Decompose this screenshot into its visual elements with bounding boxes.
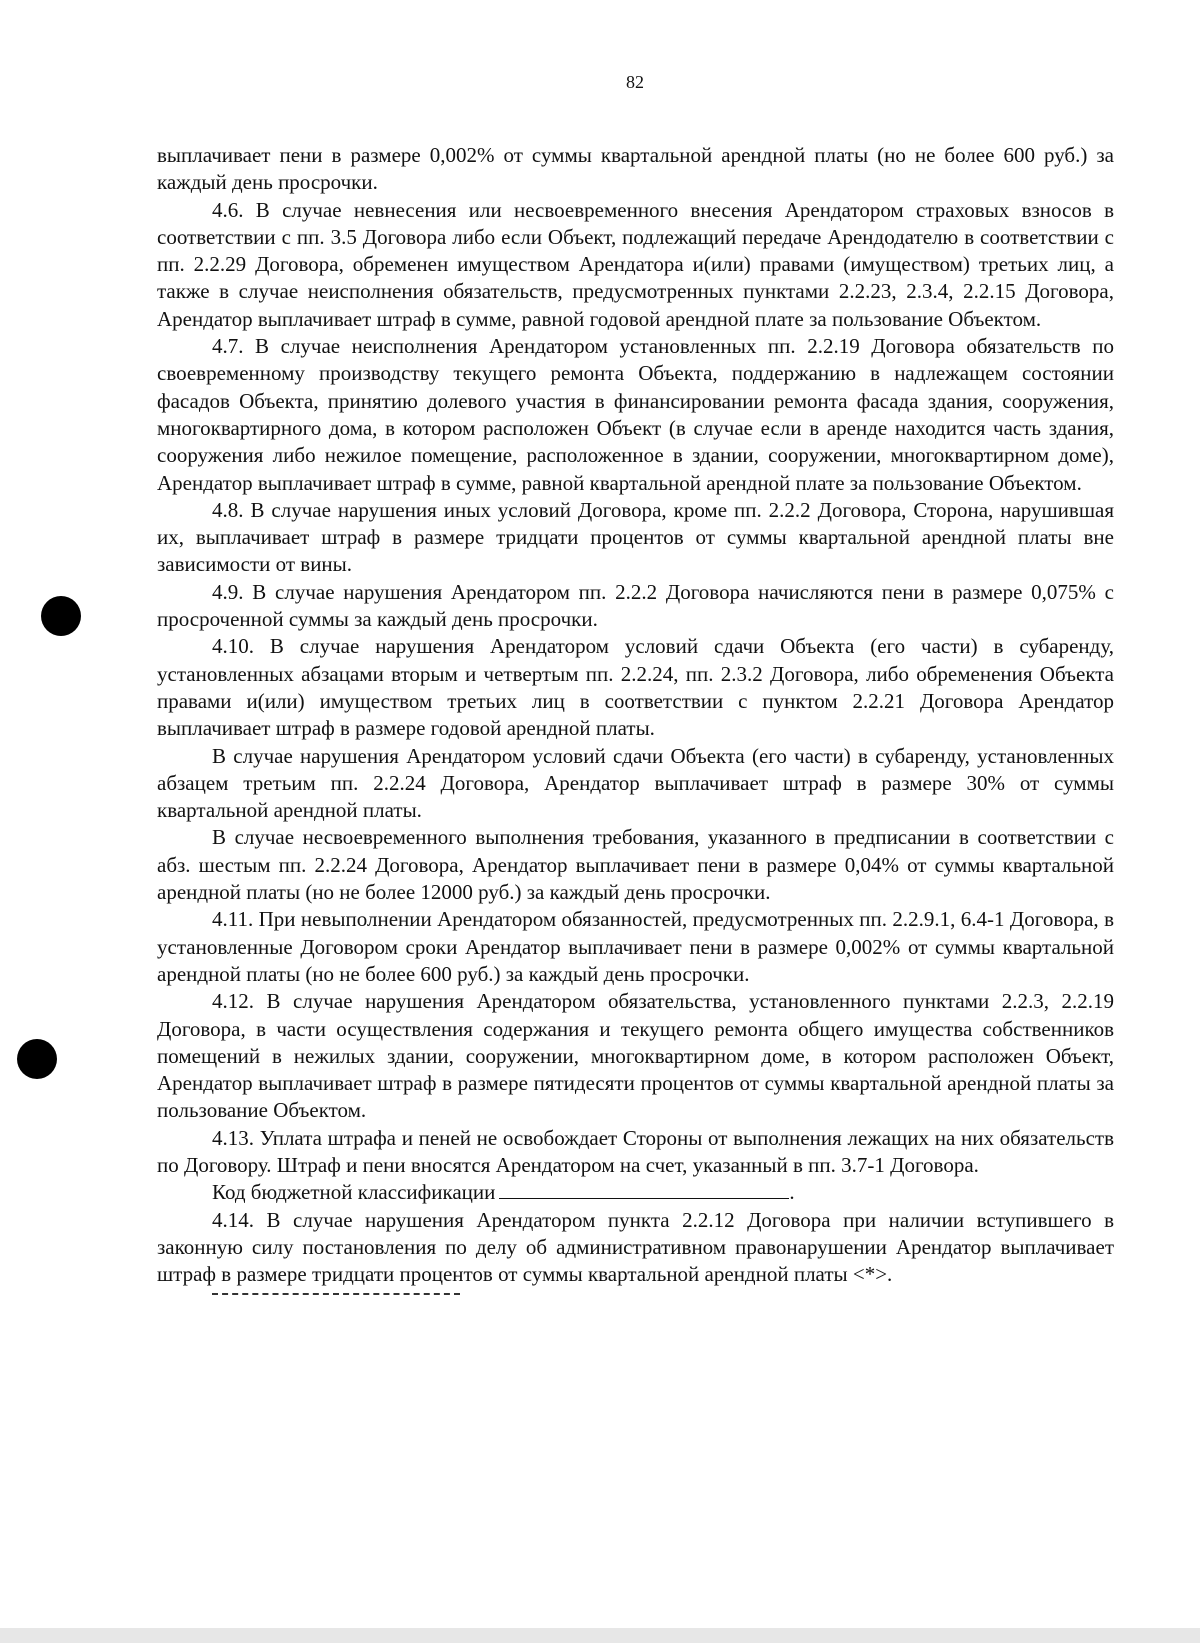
- kbk-line: [157, 1179, 1114, 1206]
- scan-bottom-edge: [0, 1628, 1200, 1643]
- footnote-separator: [212, 1293, 460, 1295]
- paragraph-4-10-subrent: В случае нарушения Арендатором условий сдачи Объекта (его части) в субаренду, установленных абзацем третьим пп. 2.2.24 Договора, Арендатор выплачивает штраф в размере 30% от суммы квартальной арендной платы.: [157, 743, 1114, 823]
- kbk-end: .: [789, 1180, 795, 1205]
- paragraph-4-6: 4.6. В случае невнесения или несвоевременного внесения Арендатором страховых взносов в соответствии с пп. 3.5 Договора либо если Объект, подлежащий передаче Арендодателю в соответствии с пп. 2.2.29 Договора, обременен имуществом Арендатора и(или) правами (имуществом) третьих лиц, а также в случае неисполнения обязательств, предусмотренных пунктами 2.2.23, 2.3.4, 2.2.15 Договора, Арендатор выплачивает штраф в сумме, равной годовой арендной плате за пользование Объектом.: [157, 197, 1114, 331]
- document-body: [157, 142, 1114, 1295]
- paragraph-4-12: 4.12. В случае нарушения Арендатором обязательства, установленного пунктами 2.2.3, 2.2.19 Договора, в части осуществления содержания и текущего ремонта общего имущества собственников помещений в нежилых здании, сооружении, многоквартирном доме, в котором расположен Объект, Арендатор выплачивает штраф в размере пятидесяти процентов от суммы квартальной арендной платы за пользование Объектом.: [157, 989, 1114, 1123]
- kbk-blank-underline: [499, 1182, 789, 1199]
- paragraph-4-11: 4.11. При невыполнении Арендатором обязанностей, предусмотренных пп. 2.2.9.1, 6.4-1 Договора, в установленные Договором сроки Арендатор выплачивает пени в размере 0,002% от суммы квартальной арендной платы (но не более 600 руб.) за каждый день просрочки.: [157, 907, 1114, 986]
- paragraph-4-14: 4.14. В случае нарушения Арендатором пункта 2.2.12 Договора при наличии вступившего в законную силу постановления по делу об административном правонарушении Арендатор выплачивает штраф в размере тридцати процентов от суммы квартальной арендной платы <*>.: [157, 1207, 1114, 1287]
- punch-hole-upper: [41, 596, 81, 636]
- paragraph-4-8: 4.8. В случае нарушения иных условий Договора, кроме пп. 2.2.2 Договора, Сторона, нарушившая их, выплачивает штраф в размере тридцати процентов от суммы квартальной арендной платы вне зависимости от вины.: [157, 497, 1114, 577]
- paragraph-continuation: выплачивает пени в размере 0,002% от суммы квартальной арендной платы (но не более 600 руб.) за каждый день просрочки.: [157, 143, 1114, 195]
- kbk-label: Код бюджетной классификации: [212, 1180, 496, 1205]
- paragraph-4-10: 4.10. В случае нарушения Арендатором условий сдачи Объекта (его части) в субаренду, установленных абзацами вторым и четвертым пп. 2.2.24, пп. 2.3.2 Договора, либо обременения Объекта правами и(или) имуществом третьих лиц в соответствии с пунктом 2.2.21 Договора Арендатор выплачивает штраф в размере годовой арендной платы.: [157, 634, 1114, 741]
- paragraph-4-10-prescription: В случае несвоевременного выполнения требования, указанного в предписании в соответствии с абз. шестым пп. 2.2.24 Договора, Арендатор выплачивает пени в размере 0,04% от суммы квартальной арендной платы (но не более 12000 руб.) за каждый день просрочки.: [157, 825, 1114, 905]
- paragraph-4-13: 4.13. Уплата штрафа и пеней не освобождает Стороны от выполнения лежащих на них обязательств по Договору. Штраф и пени вносятся Арендатором на счет, указанный в пп. 3.7-1 Договора.: [157, 1125, 1114, 1177]
- paragraph-4-9: 4.9. В случае нарушения Арендатором пп. 2.2.2 Договора начисляются пени в размере 0,075% с просроченной суммы за каждый день просрочки.: [157, 579, 1114, 632]
- punch-hole-lower: [17, 1039, 57, 1079]
- page-number: 82: [626, 72, 644, 92]
- paragraph-4-7: 4.7. В случае неисполнения Арендатором установленных пп. 2.2.19 Договора обязательств по своевременному производству текущего ремонта Объекта, поддержанию в надлежащем состоянии фасадов Объекта, принятию долевого участия в финансировании ремонта фасада здания, сооружения, многоквартирного дома, в котором расположен Объект (в случае если в аренде находится часть здания, сооружения либо нежилое помещение, расположенное в здании, сооружении, многоквартирном доме), Арендатор выплачивает штраф в сумме, равной квартальной арендной плате за пользование Объектом.: [157, 334, 1114, 495]
